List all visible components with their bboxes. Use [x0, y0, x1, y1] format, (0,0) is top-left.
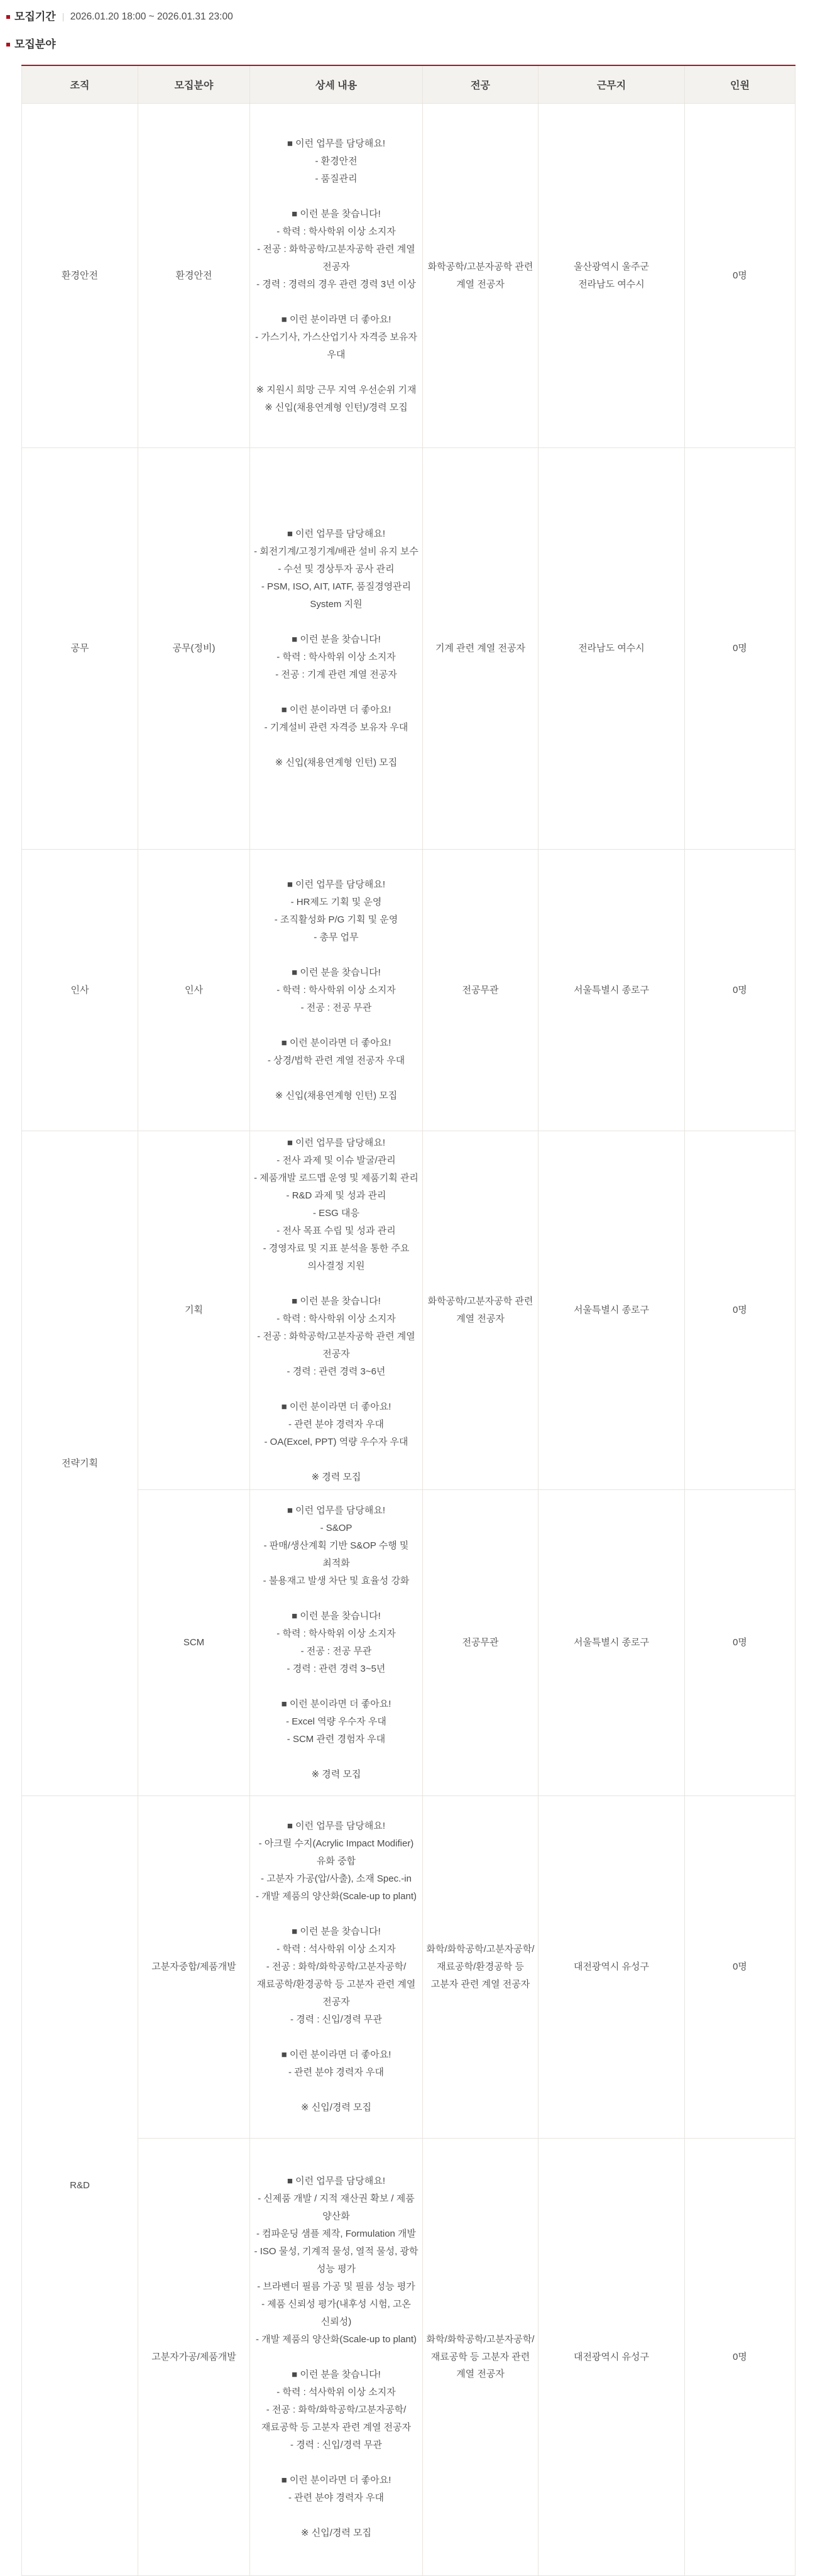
detail-section-title: ■ 이런 업무를 담당해요! — [287, 1505, 386, 1516]
detail-item: - 경력 : 관련 경력 3~5년 — [287, 1663, 386, 1674]
recruit-period-value: 2026.01.20 18:00 ~ 2026.01.31 23:00 — [70, 11, 233, 22]
detail-item: - 브라벤더 필름 가공 및 필름 성능 평가 — [257, 2281, 415, 2292]
details-content — [250, 876, 422, 1105]
location-line: 전라남도 여수시 — [578, 643, 645, 654]
location-line: 서울특별시 종로구 — [573, 1305, 650, 1316]
detail-note: ※ 경력 모집 — [311, 1769, 361, 1780]
detail-section-title: ■ 이런 분이라면 더 좋아요! — [281, 2474, 391, 2486]
blank-line — [250, 2454, 422, 2472]
section-title: 모집분야 — [14, 38, 56, 50]
detail-item: - 학력 : 학사학위 이상 소지자 — [276, 984, 396, 995]
detail-item: - 상경/법학 관련 계열 전공자 우대 — [267, 1055, 405, 1066]
detail-item: - 학력 : 학사학위 이상 소지자 — [276, 652, 396, 662]
detail-item: - 전공 : 화학/화학공학/고분자공학/재료공학/환경공학 등 고분자 관련 계열 전공자 — [256, 1961, 416, 2007]
headcount-cell: 0명 — [685, 850, 795, 1131]
org-cell: 환경안전 — [22, 104, 138, 448]
detail-item: - 학력 : 학사학위 이상 소지자 — [276, 1313, 396, 1324]
detail-section-title: ■ 이런 업무를 담당해요! — [287, 879, 386, 890]
location-line: 전라남도 여수시 — [578, 278, 645, 290]
location-cell — [538, 2139, 685, 2576]
location-line: 대전광역시 유성구 — [573, 1961, 650, 1973]
blank-line — [250, 2349, 422, 2366]
detail-section-title: ■ 이런 업무를 담당해요! — [287, 2175, 386, 2186]
detail-section-title: ■ 이런 분이라면 더 좋아요! — [281, 1401, 391, 1412]
detail-item: - 관련 분야 경력자 우대 — [288, 2067, 385, 2078]
blank-line — [250, 613, 422, 631]
detail-item: - 기계설비 관련 자격증 보유자 우대 — [264, 722, 408, 733]
org-cell: 공무 — [22, 448, 138, 850]
detail-section-title: ■ 이런 업무를 담당해요! — [287, 529, 386, 539]
detail-item: - 회전기계/고정기계/배관 설비 유지 보수 — [254, 546, 418, 557]
major-cell: 화학/화학공학/고분자공학/재료공학/환경공학 등 고분자 관련 계열 전공자 — [423, 1796, 538, 2139]
field-cell: 환경안전 — [138, 104, 250, 448]
detail-item: - 제품개발 로드맵 운영 및 제품기획 관리 — [254, 1173, 418, 1183]
table-row — [22, 104, 795, 448]
blank-line — [250, 1451, 422, 1469]
table-row — [22, 1131, 795, 1490]
blank-line — [250, 1275, 422, 1293]
details-content — [250, 2173, 422, 2542]
detail-section-title: ■ 이런 분을 찾습니다! — [292, 2369, 381, 2380]
detail-note: ※ 신입(채용연계형 인턴) 모집 — [275, 757, 398, 768]
detail-item: - 경력 : 신입/경력 무관 — [290, 2014, 382, 2025]
detail-item: - 전공 : 화학공학/고분자공학 관련 계열 전공자 — [257, 243, 415, 272]
field-cell: 인사 — [138, 850, 250, 1131]
org-cell: 전략기획 — [22, 1131, 138, 1796]
blank-line — [250, 2507, 422, 2524]
detail-item: - 조직활성화 P/G 기획 및 운영 — [274, 914, 398, 925]
location-cell — [538, 1131, 685, 1490]
detail-item: - 품질관리 — [315, 173, 358, 184]
table-row — [22, 1796, 795, 2139]
location-cell — [538, 850, 685, 1131]
detail-item: - PSM, ISO, AIT, IATF, 품질경영관리 System 지원 — [261, 581, 412, 610]
field-cell: 공무(정비) — [138, 448, 250, 850]
detail-item: - 전사 과제 및 이슈 발굴/관리 — [276, 1155, 396, 1166]
column-header-1: 모집분야 — [138, 65, 250, 104]
details-cell — [250, 1796, 423, 2139]
detail-section-title: ■ 이런 업무를 담당해요! — [287, 1821, 386, 1831]
table-row — [22, 1490, 795, 1796]
detail-section-title: ■ 이런 분이라면 더 좋아요! — [281, 1037, 391, 1048]
detail-item: - 학력 : 석사학위 이상 소지자 — [276, 1944, 396, 1954]
detail-item: - 불용재고 발생 차단 및 효율성 강화 — [263, 1576, 410, 1586]
detail-item: - 컴파운딩 샘플 제작, Formulation 개발 — [256, 2228, 417, 2239]
recruit-period-label: 모집기간 — [14, 11, 56, 23]
headcount-cell: 0명 — [685, 1796, 795, 2139]
field-cell: 기획 — [138, 1131, 250, 1490]
detail-item: - 학력 : 석사학위 이상 소지자 — [276, 2386, 396, 2398]
recruitment-table — [21, 65, 795, 2576]
blank-line — [250, 364, 422, 381]
blank-line — [250, 1748, 422, 1766]
blank-line — [250, 2029, 422, 2046]
location-line: 울산광역시 울주군 — [573, 261, 650, 272]
blank-line — [250, 1381, 422, 1398]
blank-line — [250, 1070, 422, 1087]
detail-item: - SCM 관련 경험자 우대 — [287, 1734, 386, 1745]
details-cell — [250, 1490, 423, 1796]
detail-item: - 경력 : 신입/경력 무관 — [290, 2439, 382, 2450]
blank-line — [250, 293, 422, 311]
blank-line — [250, 684, 422, 701]
detail-section-title: ■ 이런 분이라면 더 좋아요! — [281, 704, 391, 715]
detail-note: ※ 경력 모집 — [311, 1472, 361, 1483]
major-cell: 화학공학/고분자공학 관련 계열 전공자 — [423, 1131, 538, 1490]
detail-item: - 전공 : 전공 무관 — [300, 1002, 372, 1013]
details-content — [250, 135, 422, 417]
detail-note: ※ 지원시 희망 근무 지역 우선순위 기재 — [256, 384, 417, 395]
detail-item: - 전공 : 기계 관련 계열 전공자 — [275, 669, 397, 680]
column-header-4: 근무지 — [538, 65, 685, 104]
detail-section-title: ■ 이런 분이라면 더 좋아요! — [281, 314, 391, 325]
detail-section-title: ■ 이런 분을 찾습니다! — [292, 208, 381, 219]
detail-item: - HR제도 기획 및 운영 — [290, 896, 382, 907]
blank-line — [250, 737, 422, 754]
location-cell — [538, 104, 685, 448]
detail-item: - 신제품 개발 / 지적 재산권 확보 / 제품 양산화 — [258, 2193, 415, 2222]
details-content — [250, 1502, 422, 1784]
detail-note: ※ 신입(채용연계형 인턴) 모집 — [275, 1090, 398, 1101]
detail-item: - 전공 : 화학/화학공학/고분자공학/재료공학 등 고분자 관련 계열 전공자 — [261, 2404, 412, 2433]
blank-line — [250, 1590, 422, 1608]
detail-item: - 가스기사, 가스산업기사 자격증 보유자 우대 — [255, 331, 417, 360]
detail-item: - 전사 목표 수립 및 성과 관리 — [276, 1225, 396, 1236]
field-cell: SCM — [138, 1490, 250, 1796]
details-cell — [250, 448, 423, 850]
detail-section-title: ■ 이런 분을 찾습니다! — [292, 634, 381, 645]
headcount-cell: 0명 — [685, 1490, 795, 1796]
details-content — [250, 1817, 422, 2117]
detail-item: - 전공 : 화학공학/고분자공학 관련 계열 전공자 — [257, 1331, 415, 1359]
detail-item: - 환경안전 — [315, 155, 358, 167]
major-cell: 기계 관련 계열 전공자 — [423, 448, 538, 850]
detail-item: - 고분자 가공(압/사출), 소재 Spec.-in — [261, 1873, 412, 1884]
detail-item: - 관련 분야 경력자 우대 — [288, 1419, 385, 1430]
detail-section-title: ■ 이런 분을 찾습니다! — [292, 1296, 381, 1307]
blank-line — [250, 1678, 422, 1696]
red-square-bullet-icon — [6, 43, 10, 47]
column-header-0: 조직 — [22, 65, 138, 104]
location-line: 서울특별시 종로구 — [573, 984, 650, 995]
headcount-cell: 0명 — [685, 104, 795, 448]
red-square-bullet-icon — [6, 15, 10, 19]
detail-item: - 개발 제품의 양산화(Scale-up to plant) — [256, 2333, 417, 2345]
detail-item: - S&OP — [320, 1523, 353, 1533]
table-row — [22, 448, 795, 850]
details-content — [250, 525, 422, 772]
detail-item: - 경영자료 및 지표 분석을 통한 주요 의사결정 지원 — [263, 1243, 410, 1271]
headcount-cell: 0명 — [685, 448, 795, 850]
detail-section-title: ■ 이런 분이라면 더 좋아요! — [281, 2049, 391, 2060]
detail-item: - 전공 : 전공 무관 — [300, 1646, 372, 1657]
details-cell — [250, 2139, 423, 2576]
detail-note: ※ 신입/경력 모집 — [300, 2102, 371, 2113]
section-title-line — [6, 38, 820, 52]
location-cell — [538, 448, 685, 850]
detail-item: - 아크릴 수지(Acrylic Impact Modifier) 유화 중합 — [258, 1838, 414, 1866]
detail-item: - OA(Excel, PPT) 역량 우수자 우대 — [264, 1437, 408, 1447]
details-cell — [250, 850, 423, 1131]
detail-note: ※ 신입/경력 모집 — [300, 2527, 371, 2538]
details-cell — [250, 1131, 423, 1490]
blank-line — [250, 1905, 422, 1923]
detail-item: - 학력 : 학사학위 이상 소지자 — [276, 226, 396, 237]
detail-section-title: ■ 이런 분이라면 더 좋아요! — [281, 1699, 391, 1709]
column-header-2: 상세 내용 — [250, 65, 423, 104]
table-row — [22, 850, 795, 1131]
location-line: 서울특별시 종로구 — [573, 1637, 650, 1648]
blank-line — [250, 946, 422, 964]
detail-item: - 제품 신뢰성 평가(내후성 시험, 고온 신뢰성) — [261, 2298, 411, 2327]
blank-line — [250, 2081, 422, 2099]
headcount-cell: 0명 — [685, 1131, 795, 1490]
major-cell: 전공무관 — [423, 850, 538, 1131]
detail-item: - 총무 업무 — [314, 931, 359, 943]
detail-item: - 수선 및 경상투자 공사 관리 — [278, 564, 395, 574]
detail-note: ※ 신입(채용연계형 인턴)/경력 모집 — [265, 402, 408, 413]
table-row — [22, 2139, 795, 2576]
detail-item: - 학력 : 학사학위 이상 소지자 — [276, 1628, 396, 1639]
headcount-cell: 0명 — [685, 2139, 795, 2576]
detail-item: - Excel 역량 우수자 우대 — [286, 1716, 386, 1727]
detail-item: - ESG 대응 — [313, 1208, 359, 1219]
detail-section-title: ■ 이런 분을 찾습니다! — [292, 967, 381, 978]
details-cell — [250, 104, 423, 448]
location-cell — [538, 1490, 685, 1796]
details-content — [250, 1134, 422, 1486]
detail-section-title: ■ 이런 업무를 담당해요! — [287, 1137, 386, 1148]
detail-item: - ISO 물성, 기계적 물성, 열적 물성, 광학 성능 평가 — [254, 2245, 418, 2274]
column-header-3: 전공 — [423, 65, 538, 104]
detail-item: - 개발 제품의 양산화(Scale-up to plant) — [256, 1891, 417, 1902]
major-cell: 전공무관 — [423, 1490, 538, 1796]
detail-item: - 경력 : 경력의 경우 관련 경력 3년 이상 — [256, 278, 416, 290]
column-header-5: 인원 — [685, 65, 795, 104]
detail-section-title: ■ 이런 분을 찾습니다! — [292, 1926, 381, 1937]
detail-item: - R&D 과제 및 성과 관리 — [286, 1190, 386, 1201]
field-cell: 고분자중합/제품개발 — [138, 1796, 250, 2139]
detail-item: - 판매/생산계획 기반 S&OP 수행 및 최적화 — [263, 1540, 409, 1569]
blank-line — [250, 1017, 422, 1034]
location-cell — [538, 1796, 685, 2139]
major-cell: 화학공학/고분자공학 관련 계열 전공자 — [423, 104, 538, 448]
org-cell: 인사 — [22, 850, 138, 1131]
field-cell: 고분자가공/제품개발 — [138, 2139, 250, 2576]
table-header-row — [22, 65, 795, 104]
recruit-period-line — [6, 10, 820, 24]
detail-item: - 경력 : 관련 경력 3~6년 — [287, 1366, 386, 1377]
location-line: 대전광역시 유성구 — [573, 2351, 650, 2362]
major-cell: 화학/화학공학/고분자공학/재료공학 등 고분자 관련 계열 전공자 — [423, 2139, 538, 2576]
blank-line — [250, 188, 422, 206]
detail-section-title: ■ 이런 업무를 담당해요! — [287, 138, 386, 149]
org-cell: R&D — [22, 1796, 138, 2576]
detail-section-title: ■ 이런 분을 찾습니다! — [292, 1611, 381, 1621]
detail-item: - 관련 분야 경력자 우대 — [288, 2492, 385, 2503]
